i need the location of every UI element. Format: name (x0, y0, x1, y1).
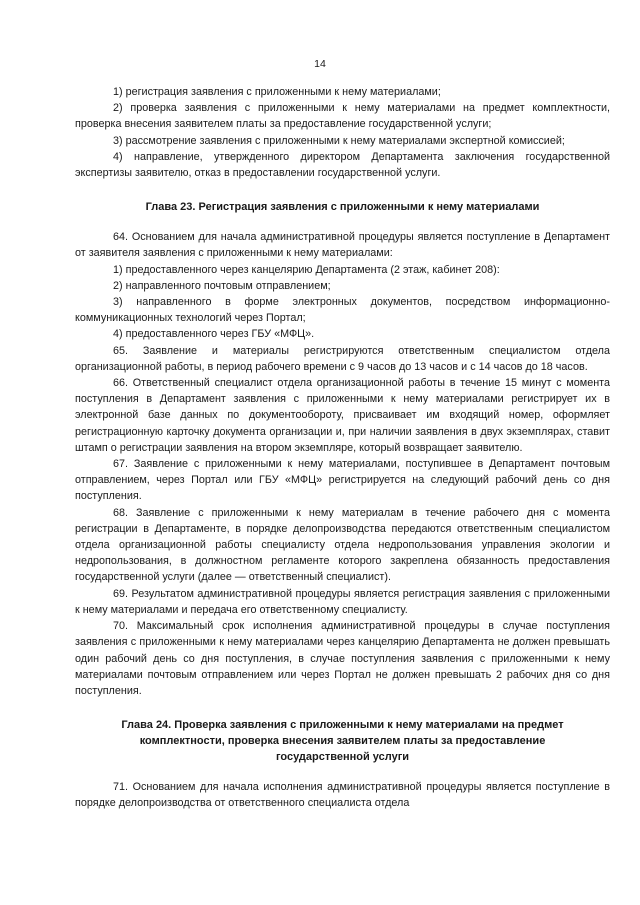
document-body (75, 84, 610, 812)
chapter-24-heading-line-3: государственной услуги (275, 751, 410, 764)
chapter-24-heading (75, 717, 610, 765)
paragraph-71: 71. Основанием для начала исполнения административной процедуры является поступление в порядке делопроизводства от ответственного специалиста отдела (75, 781, 610, 810)
paragraph-64-item-1: 1) предоставленного через канцелярию Департамента (2 этаж, кабинет 208): (113, 263, 500, 276)
paragraph-66: 66. Ответственный специалист отдела организационной работы в течение 15 минут с момента поступления в Департамент заявления с приложенными к нему материалами регистрирует их в электронной базе данных по документообороту, присваивает им входящий номер, оформляет регистрационную карточку документа организации и, при наличии заявления в двух экземплярах, ставит штамп о регистрации заявления на втором экземпляре, который возвращает заявителю. (75, 377, 610, 454)
chapter-23-heading: Глава 23. Регистрация заявления с приложенными к нему материалами (145, 201, 540, 214)
chapter-24-heading-line-1: Глава 24. Проверка заявления с приложенными к нему материалами на предмет (121, 719, 564, 732)
intro-item-4: 4) направление, утвержденного директором Департамента заключения государственной экспертизы заявителю, отказ в предоставлении государственной услуги. (75, 150, 610, 180)
paragraph-67: 67. Заявление с приложенными к нему материалами, поступившее в Департамент почтовым отправлением, через Портал или ГБУ «МФЦ» регистрируется на следующий рабочий день со дня поступления. (75, 458, 610, 503)
intro-item-3: 3) рассмотрение заявления с приложенными к нему материалами экспертной комиссией; (113, 134, 565, 147)
paragraph-64-item-3: 3) направленного в форме электронных документов, посредством информационно-коммуникационных технологий через Портал; (75, 296, 610, 325)
paragraph-68: 68. Заявление с приложенными к нему материалам в течение рабочего дня с момента регистрации в Департаменте, в порядке делопроизводства передаются ответственным специалистом отдела организационной работы специалисту отдела недропользования управления экологии и недропользования, в должностном регламенте которого закреплена обязанность предоставления государственной услуги (далее — ответственный специалист). (75, 506, 610, 584)
paragraph-64-item-2: 2) направленного почтовым отправлением; (113, 279, 331, 292)
paragraph-69: 69. Результатом административной процедуры является регистрация заявления с приложенными к нему материалами и передача его ответственному специалисту. (75, 587, 610, 616)
paragraph-65: 65. Заявление и материалы регистрируются ответственным специалистом отдела организационной работы, в период рабочего времени с 9 часов до 13 часов и с 14 часов до 18 часов. (75, 344, 610, 373)
paragraph-64-item-4: 4) предоставленного через ГБУ «МФЦ». (113, 328, 315, 341)
page-number: 14 (314, 58, 326, 70)
paragraph-64: 64. Основанием для начала административной процедуры является поступление в Департамент от заявителя заявления с приложенными к нему материалами: (75, 231, 610, 260)
paragraph-70: 70. Максимальный срок исполнения административной процедуры в случае поступления заявления с приложенными к нему материалами через канцелярию Департамента не должен превышать один рабочий день со дня поступления, в случае поступления заявления с приложенными к нему материалами почтовым отправлением или через Портал не должен превышать 2 рабочих дня со дня поступления. (75, 620, 610, 697)
intro-item-2: 2) проверка заявления с приложенными к нему материалами на предмет комплектности, проверка внесения заявителем платы за предоставление государственной услуги; (75, 102, 610, 131)
chapter-24-heading-line-2: комплектности, проверка внесения заявителем платы за предоставление (139, 735, 546, 748)
intro-item-1: 1) регистрация заявления с приложенными к нему материалами; (113, 86, 441, 98)
